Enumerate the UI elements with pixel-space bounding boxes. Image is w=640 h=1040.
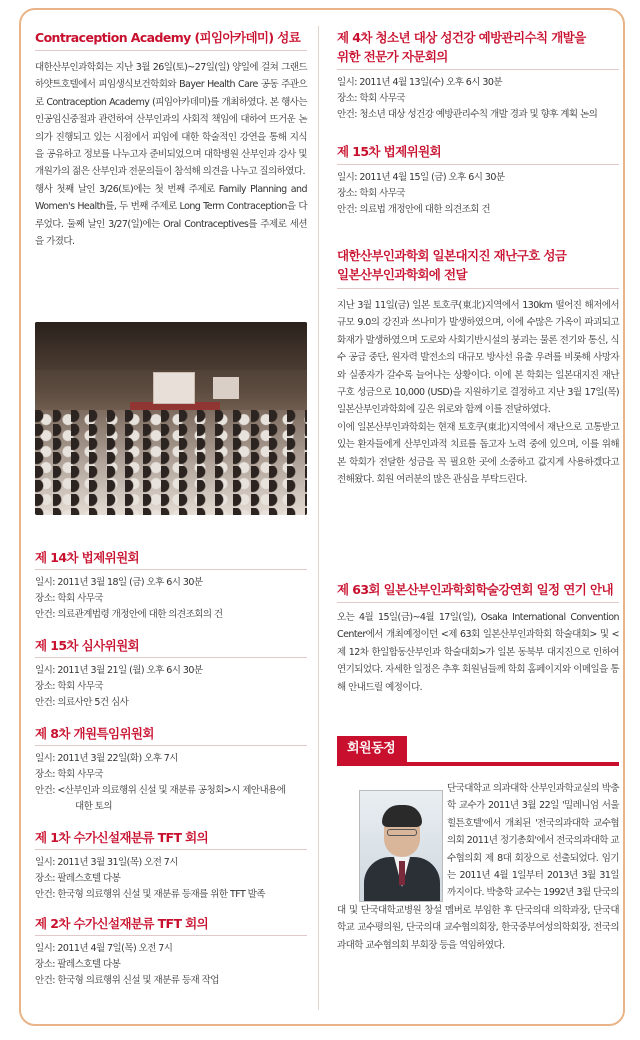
meeting-title: 제 8차 개원특임위원회 (35, 726, 154, 741)
meeting-title: 제 1차 수가신설재분류 TFT 회의 (35, 830, 209, 845)
donation-paragraph-2: 이에 일본산부인과학회는 현재 토호쿠(東北)지역에서 재난으로 고통받고 있는 환자들에게 산부인과적 치료를 돕고자 노력 중에 있으며, 이를 위해 본 학회가 전달한 성금을 꼭 필요한 곳에 소중하고 값지게 사용하겠다고 전해왔다. 회원 여러분의 많은 관심을 부탁드린다. (337, 421, 619, 486)
postpone-section (337, 580, 619, 696)
academy-paragraph-1: 대한산부인과학회는 지난 3월 26일(토)~27일(일) 양일에 걸쳐 그랜드 하얏트호텔에서 피임생식보건학회와 Bayer Health Care 공동 주관으로 Contraception Academy (피임아카데미)를 개최하였다. 본 행사는 인공임신중절과 관련하여 산부인과의 사회적 책임에 대하여 뜨거운 논의가 진행되고 있는 시점에서 피임에 대한 학술적인 강연을 통해 지식을 공유하고 정보를 나누고자 준비되었으며 대학병원 산부인과 강사 및 개원가의 젊은 산부인과 전문의들이 참석해 의견을 나누고 질의하였다. (35, 62, 307, 178)
donation-title-line-1: 대한산부인과학회 일본대지진 재난구호 성금 (337, 248, 567, 263)
members-section (337, 736, 619, 766)
meeting-block-4 (35, 828, 307, 903)
members-paragraph: 단국대학교 의과대학 산부인과학교실의 박충학 교수가 2011년 3월 22일 '밀레니엄 서울힐튼호텔'에서 개최된 '전국의과대학 교수협의회 2011년 정기총회'에서 전국의과대학 교수협의회 제 8대 회장으로 선출되었다. 임기는 2011년 4월 1일부터 2013년 3월 31일까지이다. 박충학 교수는 1992년 3월 단국의대 및 단국대학교병원 창설 멤버로 부임한 후 단국의대 의학과장, 단국대학교 교수평의원, 단국의대 교수협의회장, 한국중부여성의학회장, 전국의과대학 교수협의회 부회장 등을 역임하였다. (337, 780, 619, 954)
meeting-date: 일시: 2011년 3월 31일(목) 오전 7시 (35, 857, 178, 868)
academy-section (35, 28, 307, 250)
meeting-place: 장소: 학회 사무국 (35, 681, 103, 692)
meeting-date: 일시: 2011년 3월 22일(화) 오후 7시 (35, 753, 178, 764)
meeting-agenda: 안건: 의료법 개정안에 대한 의견조회 건 (337, 204, 491, 215)
meeting-title: 제 15차 심사위원회 (35, 638, 140, 653)
meeting-place: 장소: 팔레스호텔 다봉 (35, 873, 121, 884)
legal-meeting (337, 142, 619, 218)
seminar-photo (35, 322, 307, 515)
meeting-date: 일시: 2011년 4월 7일(목) 오전 7시 (35, 943, 173, 954)
meeting-agenda-cont: 대한 토의 (75, 801, 112, 812)
meeting-title-line-2: 위한 전문가 자문회의 (337, 49, 448, 64)
meeting-block-3 (35, 724, 307, 815)
meeting-agenda: 안건: 청소년 대상 성건강 예방관리수칙 개발 경과 및 향후 계획 논의 (337, 109, 598, 120)
meeting-date: 일시: 2011년 3월 18일 (금) 오후 6시 30분 (35, 577, 203, 588)
meeting-agenda: 안건: <산부인과 의료행위 신설 및 재분류 공청회>시 제안내용에 (35, 785, 286, 796)
advisory-meeting (337, 28, 619, 123)
postpone-title: 제 63회 일본산부인과학회학술강연회 일정 연기 안내 (337, 582, 613, 597)
donation-section (337, 246, 619, 488)
meeting-place: 장소: 학회 사무국 (35, 593, 103, 604)
meeting-agenda: 안건: 의료관계법령 개정안에 대한 의견조회의 건 (35, 609, 223, 620)
newsletter-frame (19, 8, 625, 1026)
postpone-paragraph: 오는 4월 15일(금)~4월 17일(일), Osaka International Convention Center에서 개최예정이던 <제 63회 일본산부인과학회 학술대회> 및 <제 12차 한일합동산부인과 학술대회>가 일본 동북부 대지진으로 인하여 연기되었다. 자세한 일정은 추후 회원님들께 학회 홈페이지와 이메일을 통해 안내드릴 예정이다. (337, 612, 619, 693)
column-divider (318, 26, 319, 1010)
donation-title-line-2: 일본산부인과학회에 전달 (337, 267, 467, 282)
meeting-title: 제 15차 법제위원회 (337, 144, 442, 159)
meeting-block-5 (35, 914, 307, 989)
portrait-spacer (337, 780, 447, 898)
meeting-title: 제 14차 법제위원회 (35, 550, 140, 565)
meeting-place: 장소: 학회 사무국 (337, 188, 405, 199)
meeting-place: 장소: 학회 사무국 (337, 93, 405, 104)
donation-paragraph-1: 지난 3월 11일(금) 일본 토호쿠(東北)지역에서 130km 떨어진 해저에서 규모 9.0의 강진과 쓰나미가 발생하였으며, 이에 수많은 가옥이 파괴되고 화재가 발생하였으며 도로와 사회기반시설의 붕괴는 물론 전기와 통신, 식수 공급 중단, 원자력 발전소의 대규모 방사선 유출 우려를 비롯해 사망자와 실종자가 갈수록 늘어나는 상황이다. 이에 본 학회는 일본대지진 재난구호 성금으로 10,000 (USD)을 지원하기로 결정하고 지난 3월 17일(목) 일본산부인과학회에 깊은 위로와 함께 이를 전달하였다. (337, 300, 619, 416)
meeting-place: 장소: 학회 사무국 (35, 769, 103, 780)
meeting-date: 일시: 2011년 4월 13일(수) 오후 6시 30분 (337, 77, 502, 88)
meeting-date: 일시: 2011년 4월 15일 (금) 오후 6시 30분 (337, 172, 505, 183)
meeting-place: 장소: 팔레스호텔 다봉 (35, 959, 121, 970)
meeting-block-1 (35, 548, 307, 623)
academy-title: Contraception Academy (피임아카데미) 성료 (35, 30, 301, 45)
members-tab-rule (337, 762, 619, 766)
meeting-block-2 (35, 636, 307, 711)
meeting-agenda: 안건: 의료사안 5건 심사 (35, 697, 129, 708)
title-rule (35, 50, 307, 51)
meeting-agenda: 안건: 한국형 의료행위 신설 및 재분류 등재 작업 (35, 975, 219, 986)
meeting-title: 제 2차 수가신설재분류 TFT 회의 (35, 916, 209, 931)
meeting-date: 일시: 2011년 3월 21일 (월) 오후 6시 30분 (35, 665, 203, 676)
meeting-agenda: 안건: 한국형 의료행위 신설 및 재분류 등재를 위한 TFT 발족 (35, 889, 265, 900)
meeting-title-line-1: 제 4차 청소년 대상 성건강 예방관리수칙 개발을 (337, 30, 586, 45)
academy-paragraph-2: 행사 첫째 날인 3/26(토)에는 첫 번째 주제로 Family Planning and Women's Health를, 두 번째 주제로 Long Term Contraception을 다루었다. 둘째 날인 3/27(일)에는 Oral Contraceptives를 주제로 세션을 가졌다. (35, 183, 307, 248)
members-tab: 회원동정 (337, 736, 407, 762)
